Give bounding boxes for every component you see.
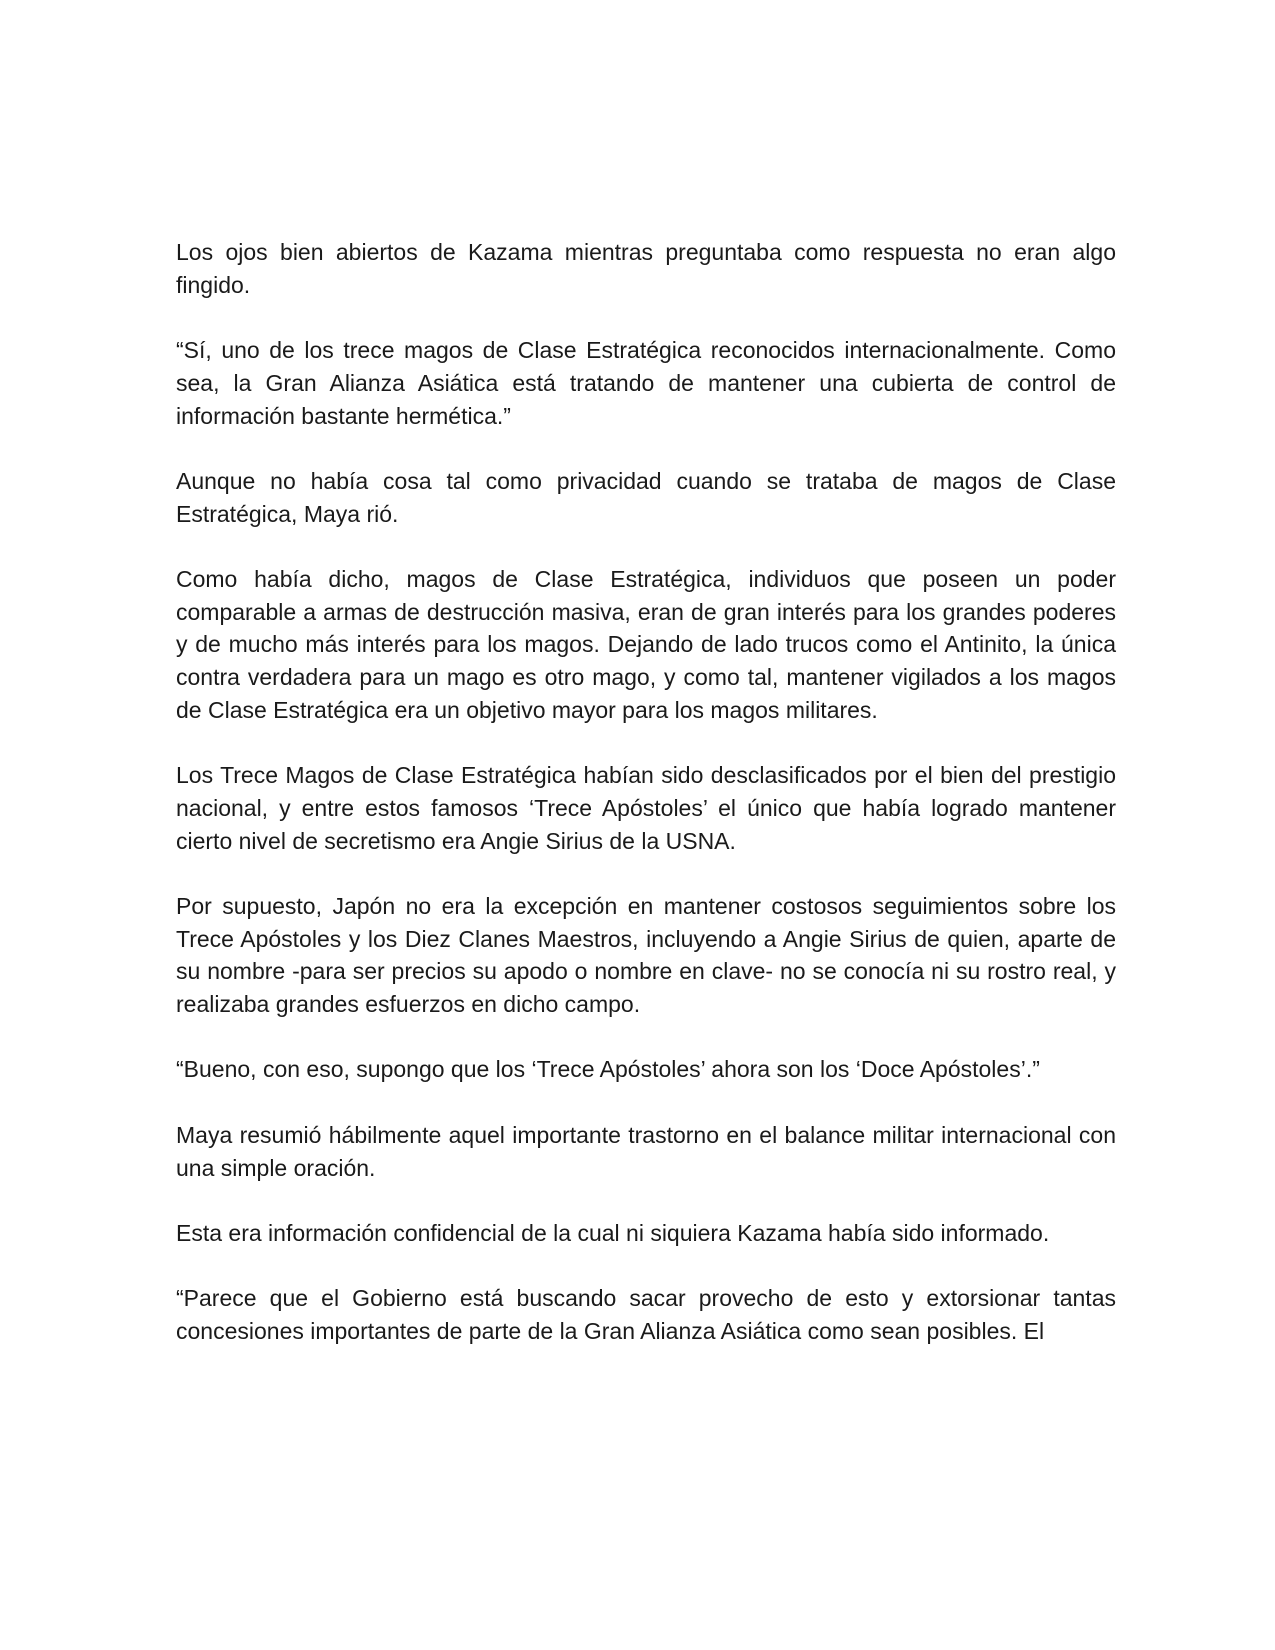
paragraph-4: Como había dicho, magos de Clase Estratégica, individuos que poseen un poder comparable a armas de destrucción masiva, eran de gran interés para los grandes poderes y de mucho más interés para los magos. Dejando de lado trucos como el Antinito, la única contra verdadera para un mago es otro mago, y como tal, mantener vigilados a los magos de Clase Estratégica era un objetivo mayor para los magos militares. bbox=[176, 565, 1116, 723]
paragraph-2: “Sí, uno de los trece magos de Clase Estratégica reconocidos internacionalmente. Como sea, la Gran Alianza Asiática está tratando de mantener una cubierta de control de información bastante hermética.” bbox=[176, 337, 1116, 429]
paragraph-5: Los Trece Magos de Clase Estratégica habían sido desclasificados por el bien del prestigio nacional, y entre estos famosos ‘Trece Apóstoles’ el único que había logrado mantener cierto nivel de secretismo era Angie Sirius de la USNA. bbox=[176, 762, 1116, 854]
paragraph-1: Los ojos bien abiertos de Kazama mientras preguntaba como respuesta no eran algo fingido. bbox=[176, 239, 1116, 298]
paragraph-7: “Bueno, con eso, supongo que los ‘Trece Apóstoles’ ahora son los ‘Doce Apóstoles’.” bbox=[176, 1056, 1040, 1083]
paragraph-3: Aunque no había cosa tal como privacidad cuando se trataba de magos de Clase Estratégica, Maya rió. bbox=[176, 467, 1116, 527]
paragraph-8: Maya resumió hábilmente aquel importante trastorno en el balance militar internacional con una simple oración. bbox=[176, 1121, 1116, 1181]
paragraph-9: Esta era información confidencial de la cual ni siquiera Kazama había sido informado. bbox=[176, 1219, 1050, 1246]
document-body bbox=[176, 236, 1116, 1348]
paragraph-10: “Parece que el Gobierno está buscando sacar provecho de esto y extorsionar tantas concesiones importantes de parte de la Gran Alianza Asiática como sean posibles. El bbox=[176, 1285, 1116, 1345]
paragraph-6: Por supuesto, Japón no era la excepción en mantener costosos seguimientos sobre los Trece Apóstoles y los Diez Clanes Maestros, incluyendo a Angie Sirius de quien, aparte de su nombre -para ser precios su apodo o nombre en clave- no se conocía ni su rostro real, y realizaba grandes esfuerzos en dicho campo. bbox=[176, 892, 1116, 1018]
